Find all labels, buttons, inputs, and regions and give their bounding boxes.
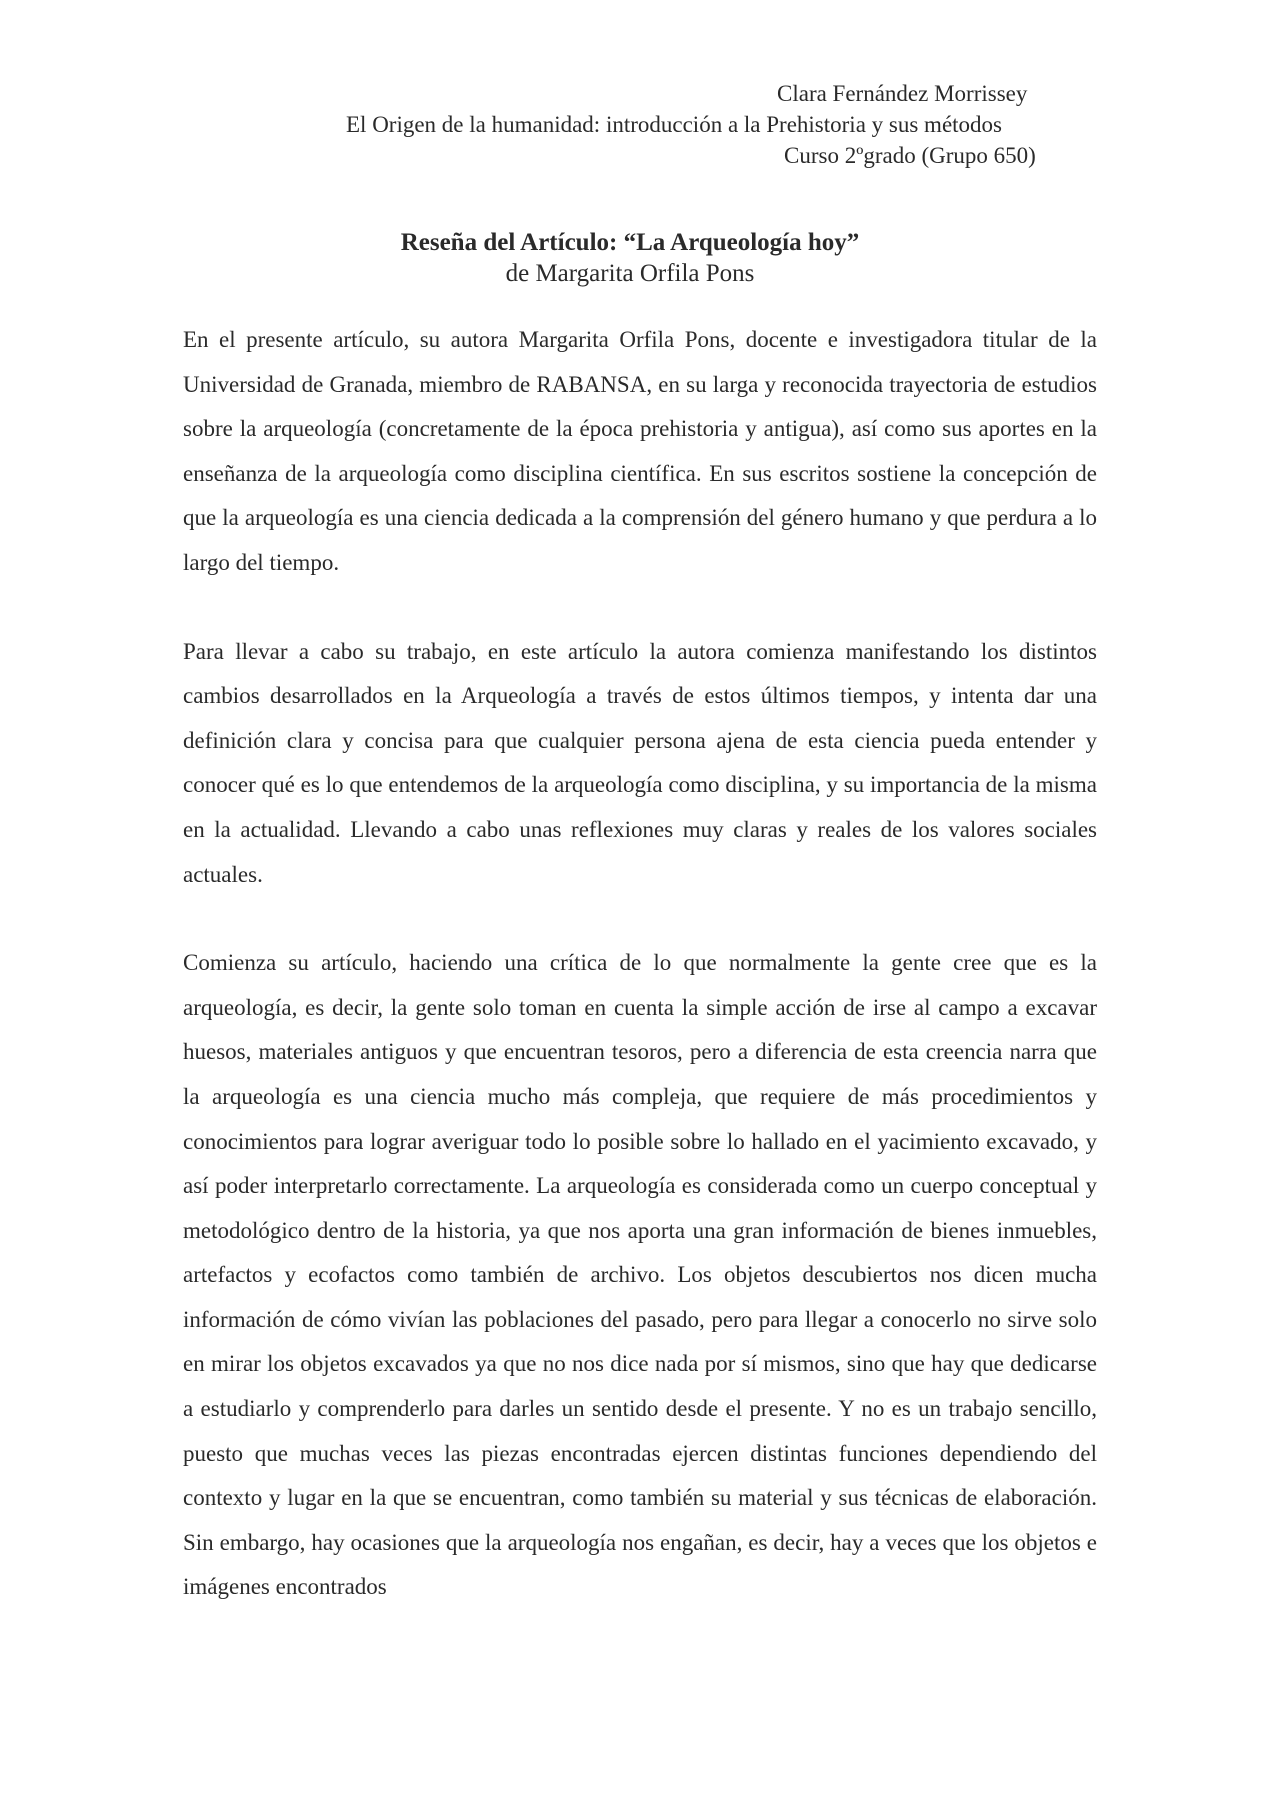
document-byline: de Margarita Orfila Pons xyxy=(505,260,755,287)
document-title: Reseña del Artículo: “La Arqueología hoy” xyxy=(400,229,860,256)
header-author: Clara Fernández Morrissey xyxy=(777,81,1028,106)
paragraph-2: Para llevar a cabo su trabajo, en este artículo la autora comienza manifestando los distintos cambios desarrollados en la Arqueología a través de estos últimos tiempos, y intenta dar una definición clara y concisa para que cualquier persona ajena de esta ciencia pueda entender y conocer qué es lo que entendemos de la arqueología como disciplina, y su importancia de la misma en la actualidad. Llevando a cabo unas reflexiones muy claras y reales de los valores sociales actuales. xyxy=(183,638,1097,887)
body-text xyxy=(183,318,1097,1654)
paragraph-1: En el presente artículo, su autora Margarita Orfila Pons, docente e investigadora titular de la Universidad de Granada, miembro de RABANSA, en su larga y reconocida trayectoria de estudios sobre la arqueología (concretamente de la época prehistoria y antigua), así como sus aportes en la enseñanza de la arqueología como disciplina científica. En sus escritos sostiene la concepción de que la arqueología es una ciencia dedicada a la comprensión del género humano y que perdura a lo largo del tiempo. xyxy=(183,327,1097,575)
header-course: El Origen de la humanidad: introducción a la Prehistoria y sus métodos xyxy=(346,112,1002,137)
header-group: Curso 2ºgrado (Grupo 650) xyxy=(784,143,1036,168)
paragraph-3: Comienza su artículo, haciendo una crítica de lo que normalmente la gente cree que es la arqueología, es decir, la gente solo toman en cuenta la simple acción de irse al campo a excavar huesos, materiales antiguos y que encuentran tesoros, pero a diferencia de esta creencia narra que la arqueología es una ciencia mucho más compleja, que requiere de más procedimientos y conocimientos para lograr averiguar todo lo posible sobre lo hallado en el yacimiento excavado, y así poder interpretarlo correctamente. La arqueología es considerada como un cuerpo conceptual y metodológico dentro de la historia, ya que nos aporta una gran información de bienes inmuebles, artefactos y ecofactos como también de archivo. Los objetos descubiertos nos dicen mucha información de cómo vivían las poblaciones del pasado, pero para llegar a conocerlo no sirve solo en mirar los objetos excavados ya que no nos dice nada por sí mismos, sino que hay que dedicarse a estudiarlo y comprenderlo para darles un sentido desde el presente. Y no es un trabajo sencillo, puesto que muchas veces las piezas encontradas ejercen distintas funciones dependiendo del contexto y lugar en la que se encuentran, como también su material y sus técnicas de elaboración. Sin embargo, hay ocasiones que la arqueología nos engañan, es decir, hay a veces que los objetos e imágenes encontrados xyxy=(183,950,1097,1600)
title-block xyxy=(0,228,1280,290)
